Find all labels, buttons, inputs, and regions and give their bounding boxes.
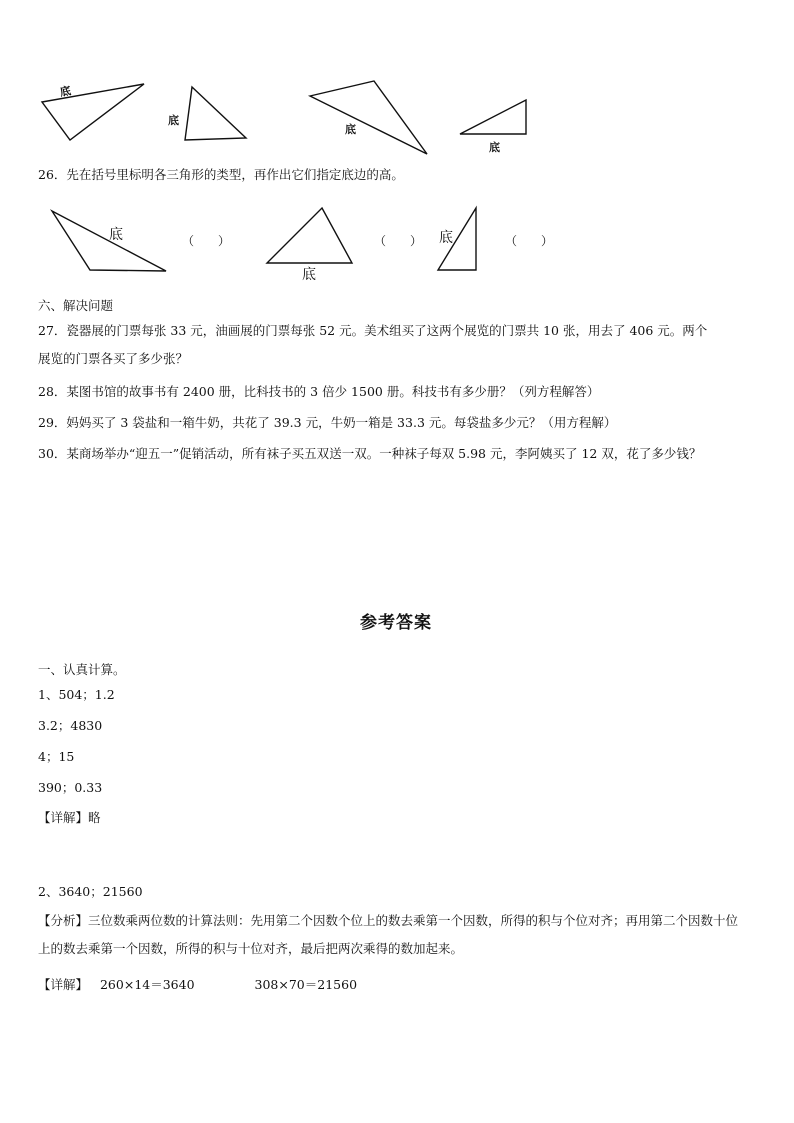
question-27-line-2: 展览的门票各买了多少张？ bbox=[38, 351, 189, 366]
base-label-3: 底 bbox=[345, 123, 356, 136]
answers-section-1: 一、认真计算。 bbox=[38, 662, 126, 677]
q26-triangle-1 bbox=[52, 211, 166, 271]
triangle-3 bbox=[310, 81, 427, 154]
base-label-1: 底 bbox=[58, 84, 72, 99]
question-27-line-1: 27．瓷器展的门票每张 33 元，油画展的门票每张 52 元。美术组买了这两个展览的门票共 10 张，用去了 406 元。两个 bbox=[38, 323, 708, 338]
answer-1-line-4: 390；0.33 bbox=[38, 780, 103, 795]
q26-base-label-1: 底 bbox=[109, 227, 123, 243]
answer-2: 2、3640；21560 bbox=[38, 884, 143, 899]
question-30: 30．某商场举办“迎五一”促销活动，所有袜子买五双送一双。一种袜子每双 5.98 元，李阿姨买了 12 双，花了多少钱？ bbox=[38, 446, 702, 461]
answer-1-line-3: 4；15 bbox=[38, 749, 75, 764]
detail-label: 【详解】 bbox=[38, 977, 89, 992]
question-29: 29．妈妈买了 3 袋盐和一箱牛奶，共花了 39.3 元，牛奶一箱是 33.3 元。每袋盐多少元？（用方程解） bbox=[38, 415, 617, 430]
question-28: 28．某图书馆的故事书有 2400 册，比科技书的 3 倍少 1500 册。科技书有多少册？（列方程解答） bbox=[38, 384, 600, 399]
answer-2-detail bbox=[38, 976, 357, 994]
answer-1-detail: 【详解】略 bbox=[38, 810, 101, 825]
answer-blank-2[interactable]: （ ） bbox=[374, 234, 423, 248]
q26-triangle-3 bbox=[438, 208, 476, 270]
section-6-heading: 六、解决问题 bbox=[38, 298, 114, 313]
q26-base-label-2: 底 bbox=[302, 267, 316, 283]
q26-triangle-2 bbox=[267, 208, 352, 283]
equation-2: 308×70＝21560 bbox=[254, 977, 358, 992]
equation-1: 260×14＝3640 bbox=[99, 977, 195, 992]
triangle-2 bbox=[168, 87, 246, 140]
answer-1-line-1: 1、504；1.2 bbox=[38, 687, 115, 702]
triangle-1 bbox=[42, 83, 144, 140]
q26-base-label-3: 底 bbox=[439, 230, 453, 246]
answer-blank-1[interactable]: （ ） bbox=[182, 234, 231, 248]
triangle-4 bbox=[460, 100, 526, 154]
base-label-4: 底 bbox=[489, 141, 500, 154]
answer-blank-3[interactable]: （ ） bbox=[505, 234, 554, 248]
question-26: 26．先在括号里标明各三角形的类型，再作出它们指定底边的高。 bbox=[38, 167, 404, 182]
answer-2-analysis: 【分析】三位数乘两位数的计算法则：先用第二个因数个位上的数去乘第一个因数，所得的积与个位对齐；再用第二个因数十位上的数去乘第一个因数，所得的积与十位对齐，最后把两次乘得的数加起来。 bbox=[38, 913, 739, 956]
answer-1-line-2: 3.2；4830 bbox=[38, 718, 103, 733]
base-label-2: 底 bbox=[168, 114, 179, 127]
top-triangles-figure bbox=[0, 0, 794, 170]
answers-title: 参考答案 bbox=[360, 613, 432, 633]
